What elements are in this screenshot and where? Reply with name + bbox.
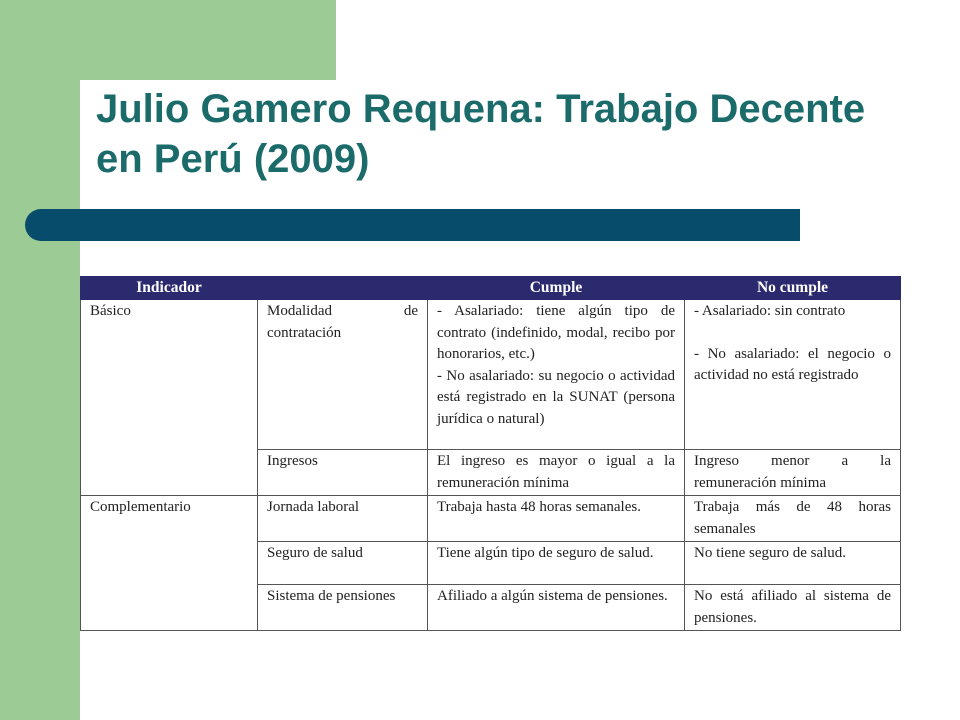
header-blank xyxy=(258,277,428,300)
cumple-no-asalariado: - No asalariado: su negocio o actividad está registrado en la SUNAT (persona jurídica o natural) xyxy=(437,367,675,427)
header-indicador: Indicador xyxy=(81,277,258,300)
no-cumple-jornada: Trabaja más de 48 horas semanales xyxy=(685,496,901,542)
no-cumple-pensiones: No está afiliado al sistema de pensiones. xyxy=(685,585,901,631)
no-cumple-modalidad xyxy=(685,300,901,450)
header-no-cumple: No cumple xyxy=(685,277,901,300)
sub-indicator-jornada: Jornada laboral xyxy=(258,496,428,542)
slide-title: Julio Gamero Requena: Trabajo Decente en Perú (2009) xyxy=(96,87,866,181)
no-cumple-seguro: No tiene seguro de salud. xyxy=(685,542,901,585)
green-top-block xyxy=(80,0,336,80)
sub-indicator-seguro: Seguro de salud xyxy=(258,542,428,585)
sub-indicator-ingresos: Ingresos xyxy=(258,450,428,496)
header-cumple: Cumple xyxy=(428,277,685,300)
cumple-seguro: Tiene algún tipo de seguro de salud. xyxy=(428,542,685,585)
green-side-strip xyxy=(0,0,80,720)
cumple-asalariado: - Asalariado: tiene algún tipo de contrato (indefinido, modal, recibo por honorarios, etc.) xyxy=(437,303,675,362)
sub-indicator-pensiones: Sistema de pensiones xyxy=(258,585,428,631)
indicator-table xyxy=(80,276,901,631)
no-cumple-asalariado: - Asalariado: sin contrato xyxy=(694,303,846,319)
table-header-row xyxy=(81,277,901,300)
cumple-jornada: Trabaja hasta 48 horas semanales. xyxy=(428,496,685,542)
table-row xyxy=(81,300,901,450)
indicator-basico: Básico xyxy=(81,300,258,496)
no-cumple-ingresos: Ingreso menor a la remuneración mínima xyxy=(685,450,901,496)
title-underline-bar xyxy=(25,209,800,241)
table-row xyxy=(81,496,901,542)
indicator-complementario: Complementario xyxy=(81,496,258,631)
cumple-pensiones: Afiliado a algún sistema de pensiones. xyxy=(428,585,685,631)
cumple-ingresos: El ingreso es mayor o igual a la remuneración mínima xyxy=(428,450,685,496)
sub-indicator-modalidad: Modalidad de contratación xyxy=(258,300,428,450)
cumple-modalidad xyxy=(428,300,685,450)
no-cumple-no-asalariado: - No asalariado: el negocio o actividad no está registrado xyxy=(694,345,891,383)
